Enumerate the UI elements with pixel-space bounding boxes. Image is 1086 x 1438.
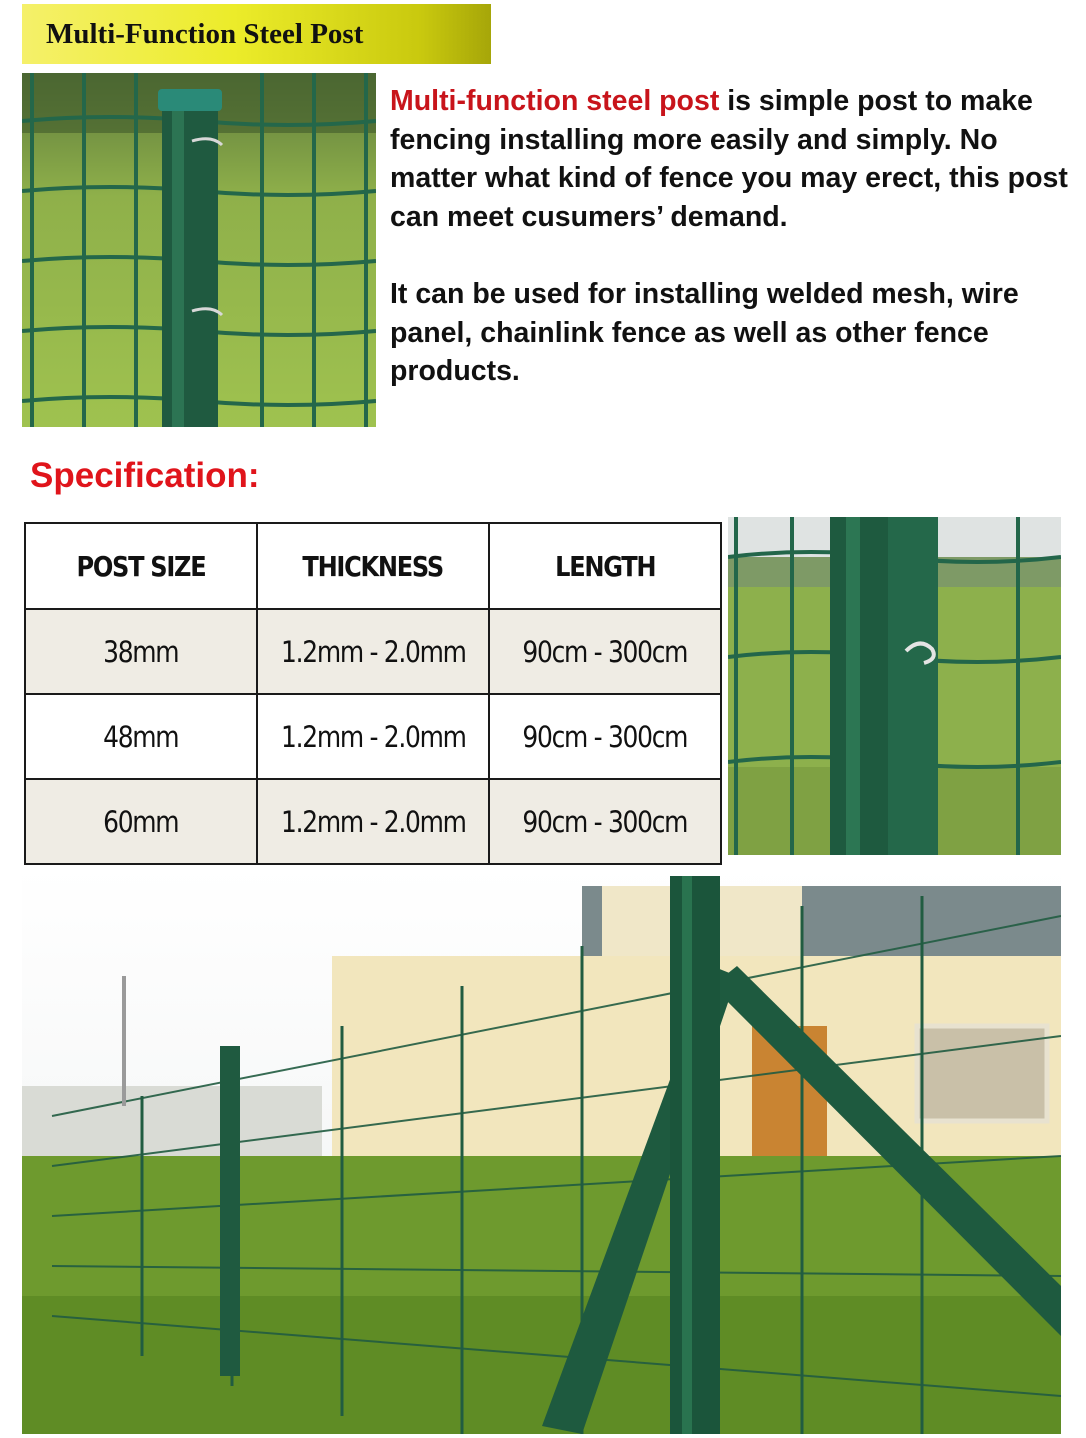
specification-table (24, 522, 722, 865)
header-length: LENGTH (489, 523, 721, 609)
intro-text (390, 82, 1070, 391)
table-cell: 38mm (25, 609, 257, 694)
specification-heading: Specification: (30, 456, 260, 495)
table-cell: 90cm - 300cm (489, 779, 721, 864)
title-banner (22, 4, 491, 64)
table-cell: 1.2mm - 2.0mm (257, 779, 489, 864)
table-cell: 90cm - 300cm (489, 609, 721, 694)
table-row (25, 609, 721, 694)
table-cell: 90cm - 300cm (489, 694, 721, 779)
post-closeup-photo (22, 73, 376, 427)
intro-highlight: Multi-function steel post (390, 85, 720, 117)
intro-sentence-rest: is simple post to make fencing installing more easily and simply. No matter what kind of fence you may erect, this post can meet cusumers’ demand. (390, 85, 1068, 233)
table-cell: 60mm (25, 779, 257, 864)
table-row (25, 779, 721, 864)
table-row (25, 694, 721, 779)
table-cell: 1.2mm - 2.0mm (257, 694, 489, 779)
table-header-row (25, 523, 721, 609)
intro-paragraph-1 (390, 82, 1070, 236)
header-thickness: THICKNESS (257, 523, 489, 609)
fence-installation-photo (22, 866, 1061, 1434)
post-clip-photo (728, 517, 1061, 855)
table-cell: 1.2mm - 2.0mm (257, 609, 489, 694)
table-cell: 48mm (25, 694, 257, 779)
header-post-size: POST SIZE (25, 523, 257, 609)
page-title: Multi-Function Steel Post (46, 17, 364, 50)
intro-paragraph-2: It can be used for installing welded mesh, wire panel, chainlink fence as well as other fence products. (390, 278, 1019, 387)
